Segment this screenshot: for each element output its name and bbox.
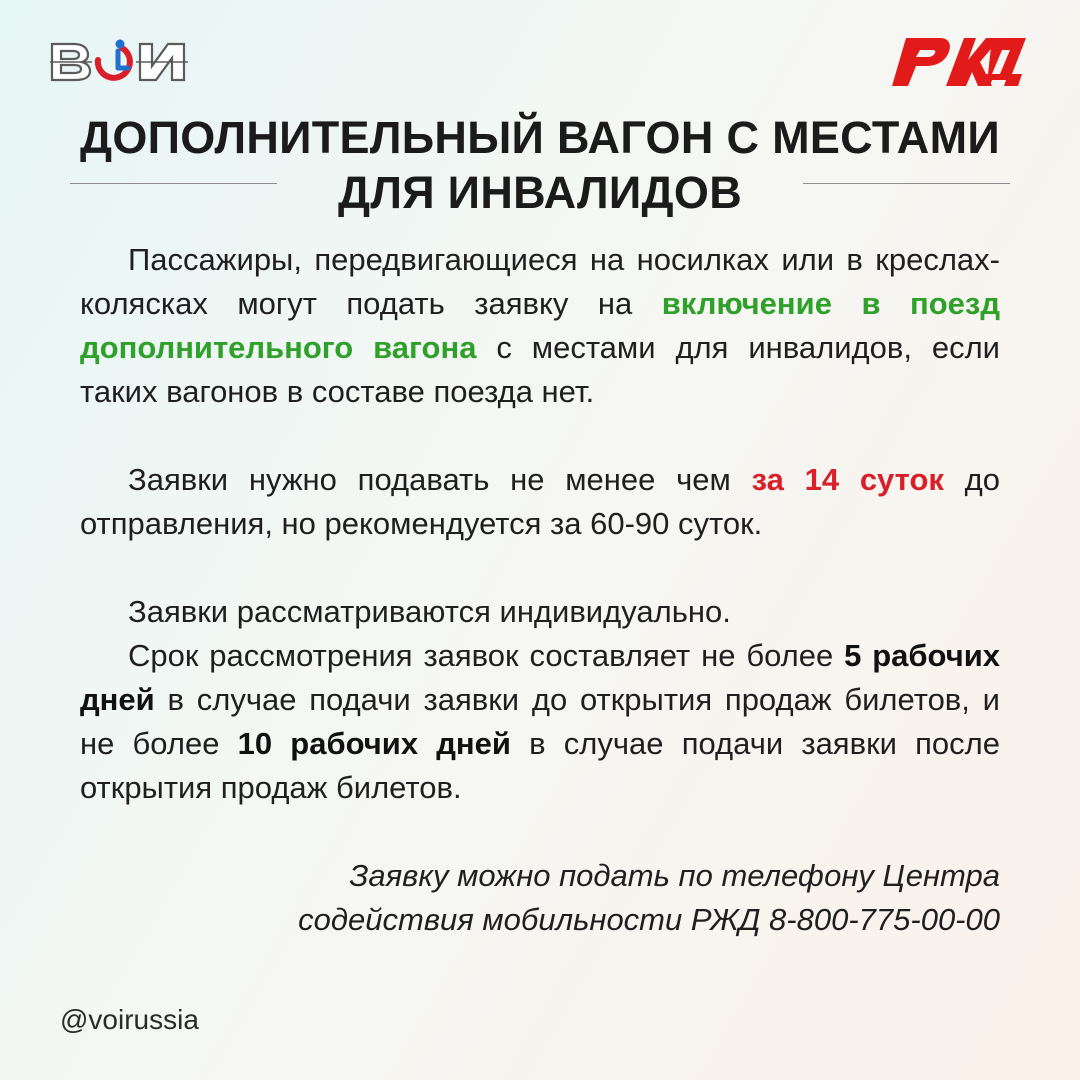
rzd-logo-icon — [888, 30, 1032, 92]
contact-line-2: содействия мобильности РЖД 8-800-775-00-00 — [298, 902, 1000, 937]
p1-start: Пассажиры, передвигающиеся на носилках или в креслах-колясках могут подать заявку на — [80, 242, 1000, 321]
p4-end: в случае подачи заявки после открытия продаж билетов. — [80, 726, 1000, 805]
title-line-2: ДЛЯ ИНВАЛИДОВ — [338, 167, 742, 218]
paragraph-deadline — [80, 458, 1000, 546]
social-handle: @voirussia — [60, 1004, 199, 1035]
rzd-logo — [888, 30, 1032, 92]
p4-bold-2: 10 рабочих дней — [237, 726, 511, 761]
p1-highlight: включение в поезд дополнительного вагона — [80, 286, 1001, 365]
paragraph-individual: Заявки рассматриваются индивидуально. — [128, 594, 731, 629]
title-line-1: ДОПОЛНИТЕЛЬНЫЙ ВАГОН С МЕСТАМИ — [79, 112, 1001, 163]
p4-start: Срок рассмотрения заявок составляет не более — [128, 638, 845, 673]
p2-start: Заявки нужно подавать не менее чем — [128, 462, 752, 497]
voi-logo — [48, 38, 192, 84]
paragraph-additional-car — [80, 238, 1000, 414]
contact-line-1: Заявку можно подать по телефону Центра — [349, 858, 1000, 893]
title-divider-left — [70, 183, 277, 184]
p2-highlight: за 14 суток — [751, 462, 944, 497]
body-text — [80, 238, 1000, 810]
contact-info — [80, 854, 1000, 942]
p2-end: до отправления, но рекомендуется за 60-90 суток. — [80, 462, 1000, 541]
page-title — [40, 110, 1040, 220]
paragraph-review-period — [80, 634, 1000, 810]
p1-end: с местами для инвалидов, если таких вагонов в составе поезда нет. — [80, 330, 1000, 409]
p4-bold-1: 5 рабочих дней — [80, 638, 1000, 717]
voi-logo-icon — [48, 38, 192, 84]
title-divider-right — [803, 183, 1010, 184]
p4-middle: в случае подачи заявки до открытия продаж билетов, и не более — [80, 682, 1000, 761]
